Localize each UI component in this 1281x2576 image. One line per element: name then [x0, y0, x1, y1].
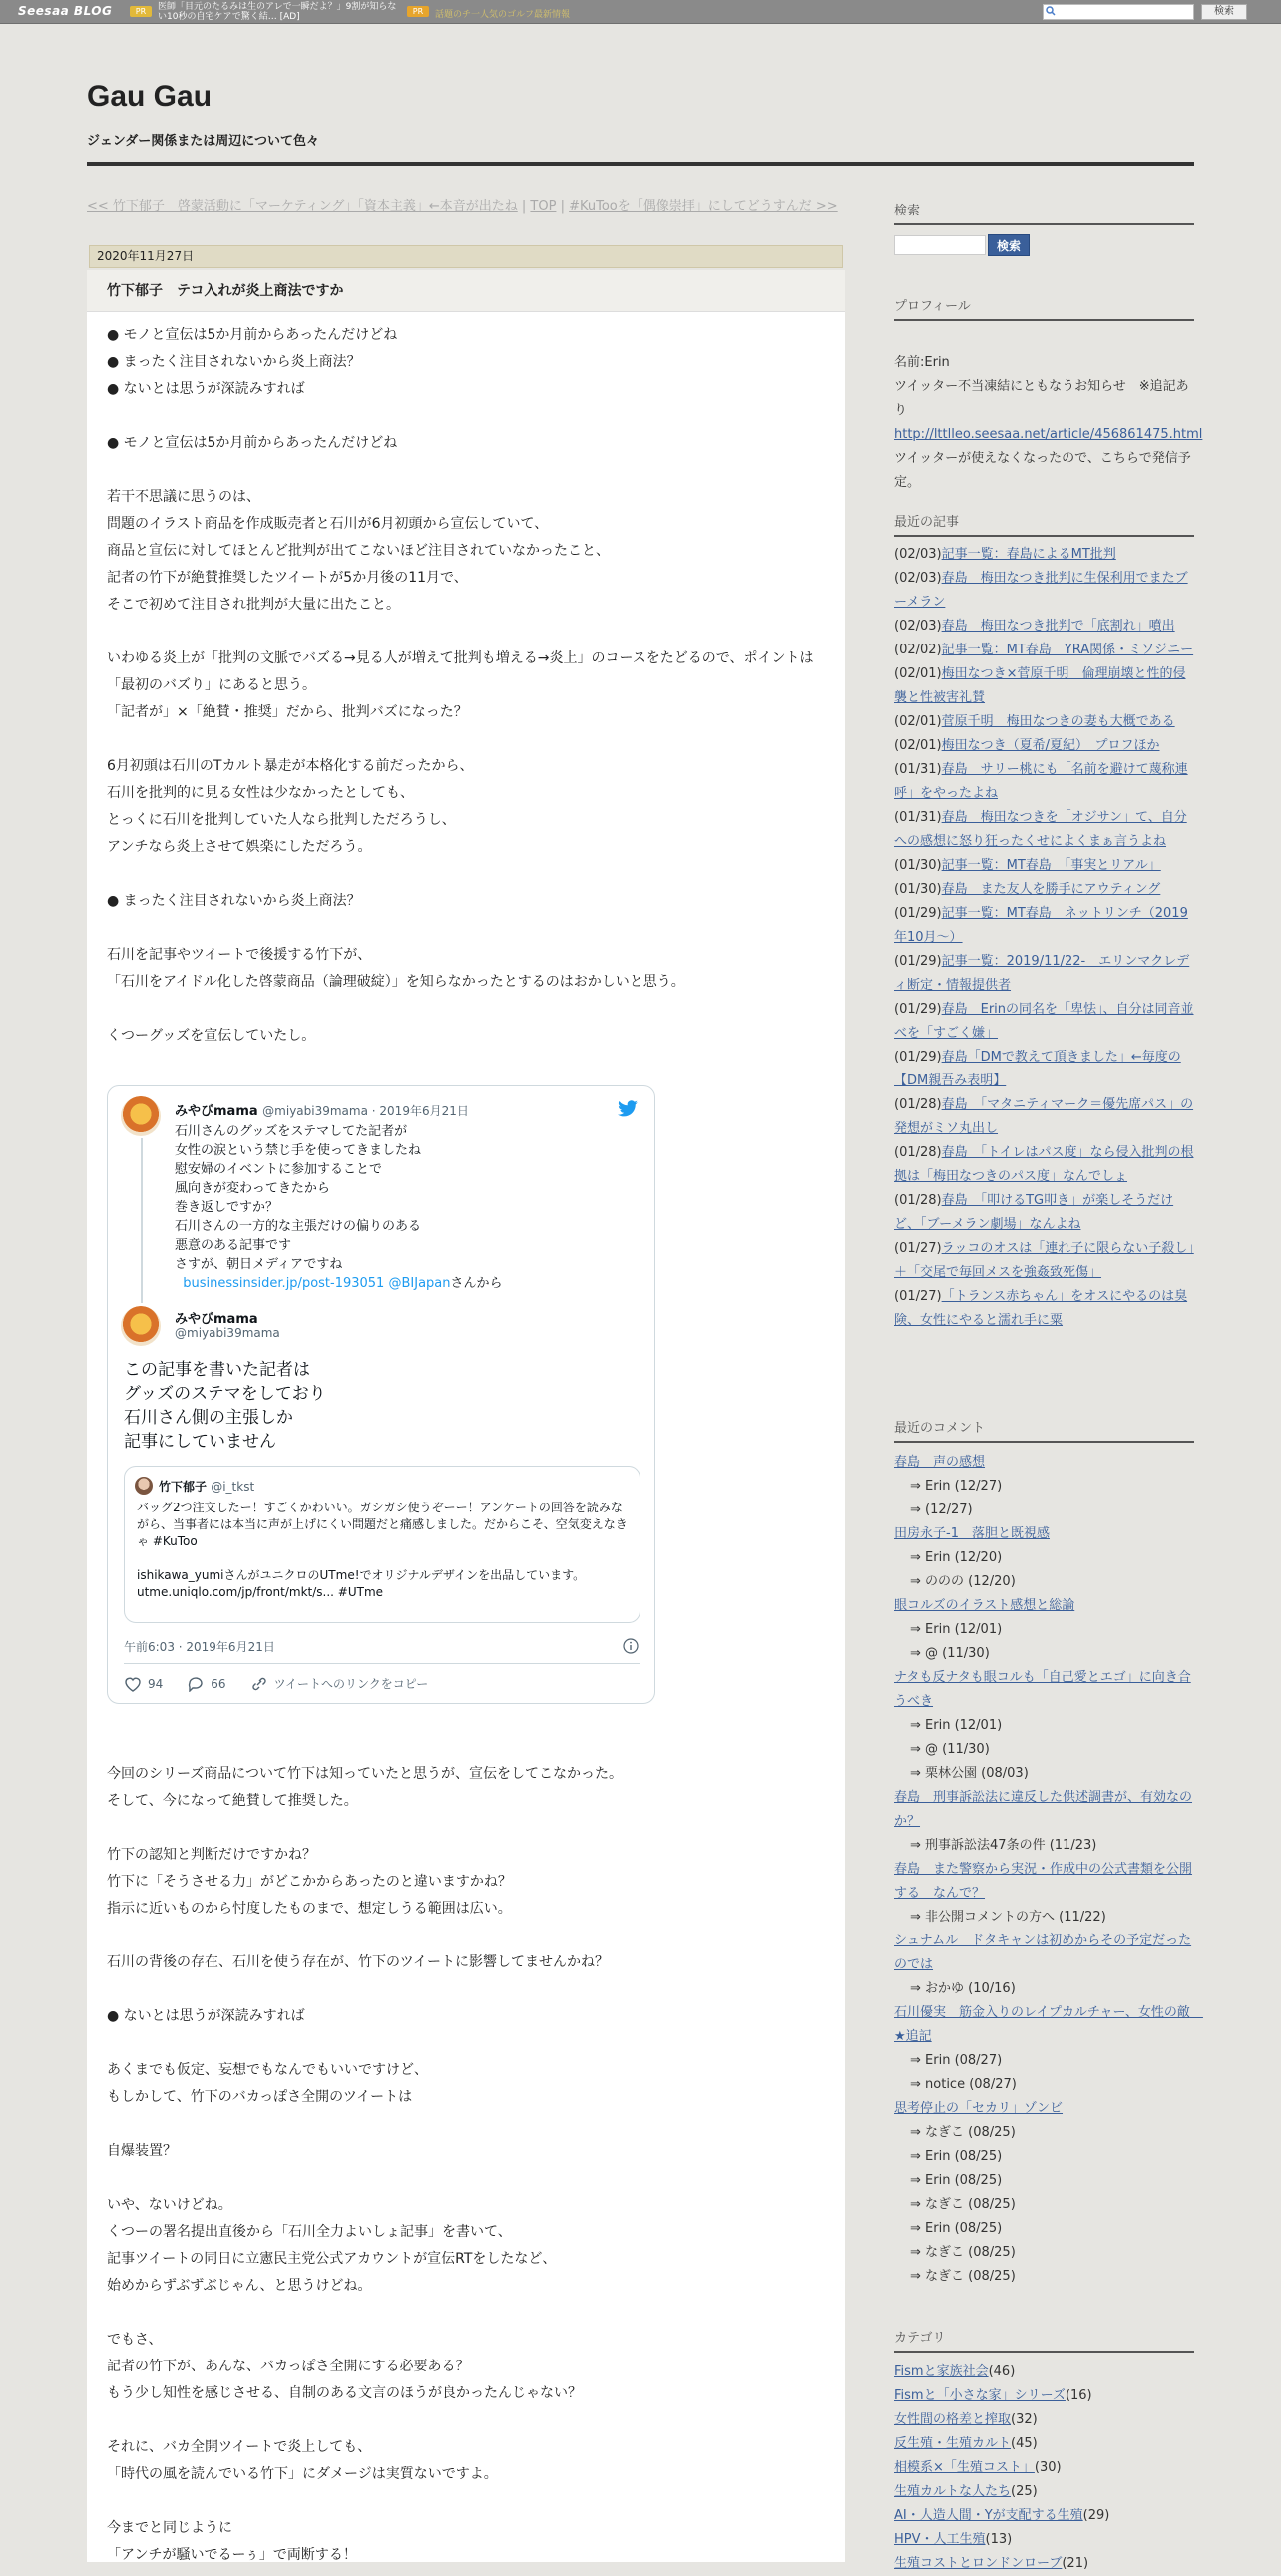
category-link[interactable]: 反生殖・生殖カルト	[894, 2436, 1012, 2451]
comment-article-link[interactable]: 石川優実 筋金入りのレイプカルチャー、女性の敵 ★追記	[894, 2005, 1203, 2044]
mention-link[interactable]: @BIJapan	[388, 1276, 451, 1291]
recent-post-link[interactable]: ラッコのオスは「連れ子に限らない子殺し」＋「交尾で毎回メスを強姦致死傷」	[894, 1241, 1194, 1280]
tweet-author[interactable]	[175, 1100, 469, 1119]
comment-entry[interactable]: ⇒ ののの (12/20)	[910, 1574, 1016, 1589]
header-divider	[87, 162, 1194, 166]
recent-post-date: (02/03)	[894, 619, 942, 634]
post-line: くつーの署名提出直後から「石川全力よいしょ記事」を書いて、	[107, 2224, 512, 2240]
post-line	[107, 1923, 825, 1949]
category-item	[894, 2480, 1194, 2504]
recent-post-date: (01/29)	[894, 1050, 942, 1065]
post-line: そこで初めて注目され批判が大量に出たこと。	[107, 597, 400, 613]
reply-button[interactable]	[187, 1676, 225, 1692]
post-line	[107, 403, 825, 430]
reply-icon	[187, 1676, 205, 1692]
recent-comments-heading: 最近のコメント	[894, 1417, 1194, 1443]
post-line: 石川を批判的に見る女性は少なかったとしても、	[107, 785, 414, 801]
recent-post-item	[894, 1046, 1194, 1093]
post-line: とっくに石川を批判していた人なら批判しただろうし、	[107, 812, 456, 828]
comment-article	[894, 1666, 1194, 1714]
category-count: (46)	[988, 2364, 1016, 2379]
post-line: くつーグッズを宣伝していたし。	[107, 1028, 316, 1044]
author-name[interactable]: みやびmama	[175, 1104, 258, 1119]
recent-post-link[interactable]: 春島 また友人を勝手にアウティング	[941, 882, 1161, 897]
category-item	[894, 2361, 1194, 2384]
comment-article-link[interactable]: ナタも反ナタも眼コルも「自己愛とエゴ」に向き合うべき	[894, 1670, 1191, 1709]
tweet-actions	[124, 1675, 452, 1692]
profile-notice: ツイッター不当凍結にともなうお知らせ ※追記あり	[894, 379, 1189, 418]
post-body	[87, 312, 845, 2562]
recent-post-date: (01/28)	[894, 1097, 942, 1112]
post-line	[107, 1976, 825, 2003]
recent-post-date: (01/27)	[894, 1241, 942, 1256]
post-line: 6月初頭は石川のTカルト暴走が本格化する前だったから、	[107, 758, 474, 774]
comment-article	[894, 1522, 1194, 1546]
recent-post-item	[894, 902, 1194, 950]
post-date: 2020年11月27日	[89, 245, 843, 268]
recent-post-date: (01/31)	[894, 762, 942, 777]
tweet-time[interactable]: 午前6:03 · 2019年6月21日	[124, 1640, 275, 1654]
recent-post-date: (02/03)	[894, 571, 942, 586]
post-text-continued	[107, 1761, 825, 2569]
category-link[interactable]: Fismと「小さな家」シリーズ	[894, 2388, 1066, 2403]
recent-post-item	[894, 854, 1194, 878]
post-line	[107, 996, 825, 1023]
post-line: ● まったく注目されないから炎上商法？	[107, 354, 361, 370]
post-line: ● ないとは思うが深読みすれば	[107, 2008, 305, 2024]
comment-entry[interactable]: ⇒ Erin (08/25)	[910, 2221, 1003, 2236]
post-line: もしかして、竹下のバカっぽさ全開のツイートは	[107, 2089, 413, 2105]
profile-note: ツイッターが使えなくなったので、こちらで発信予定。	[894, 451, 1191, 490]
recent-comments-list	[894, 1451, 1203, 2289]
nav-separator: |	[556, 199, 570, 214]
reply-line: 女性の涙という禁じ手を使ってきましたね	[175, 1143, 422, 1158]
recent-post-date: (01/30)	[894, 858, 942, 873]
site-title[interactable]: Gau Gau	[87, 80, 213, 113]
user-avatar[interactable]	[121, 1096, 161, 1136]
post-line: 「記者が」×「絶賛・推奨」だから、批判バズになった？	[107, 704, 468, 720]
like-count: 94	[148, 1676, 164, 1691]
recent-post-date: (01/28)	[894, 1193, 942, 1208]
post-line	[107, 861, 825, 888]
recent-post-link[interactable]: 春島 「マタニティマーク＝優先席パス」の発想がミソ丸出し	[894, 1097, 1194, 1136]
author-name[interactable]: みやびmama	[175, 1312, 258, 1327]
post-line: 竹下の認知と判断だけですかね？	[107, 1847, 316, 1863]
recent-post-link[interactable]: 梅田なつき（夏希/夏紀） プロフほか	[941, 738, 1160, 753]
comment-entry[interactable]: ⇒ なぎこ (08/25)	[910, 2125, 1016, 2140]
recent-post-link[interactable]: 春島「DMで教えて頂きました」←毎度の【DM親吾み表明】	[894, 1050, 1181, 1088]
comment-entry[interactable]: ⇒ @ (11/30)	[910, 1646, 990, 1661]
comment-entry[interactable]: ⇒ なぎこ (08/25)	[910, 2269, 1016, 2284]
recent-post-item	[894, 567, 1194, 615]
post-line	[107, 619, 825, 645]
comment-entry[interactable]: ⇒ notice (08/27)	[910, 2077, 1017, 2092]
comment-article	[894, 2001, 1203, 2049]
recent-post-link[interactable]: 春島 梅田なつき批判で「底割れ」噴出	[941, 619, 1175, 634]
post-line: 始めからずぶずぶじゃん、と思うけどね。	[107, 2278, 372, 2294]
category-link[interactable]: 相模系×「生殖コスト」	[894, 2460, 1035, 2475]
prev-post-link[interactable]: << 竹下郁子 啓蒙活動に「マーケティング」「資本主義」←本音が出たね	[87, 199, 518, 214]
post-line: アンチなら炎上させて娯楽にしただろう。	[107, 839, 372, 855]
category-link[interactable]: HPV・人工生殖	[894, 2532, 986, 2547]
reply-tweet-text	[175, 1122, 503, 1293]
comment-entry[interactable]: ⇒ 栗林公園 (08/03)	[910, 1766, 1029, 1781]
reply-suffix: さんから	[450, 1276, 503, 1291]
post-line	[107, 2488, 825, 2515]
post-line: 「時代の風を読んでいる竹下」にダメージは実質ないですよ。	[107, 2466, 498, 2482]
main-line: 石川さん側の主張しか	[124, 1408, 293, 1428]
post-line: 石川の背後の存在、石川を使う存在が、竹下のツイートに影響してませんかね？	[107, 1954, 610, 1970]
category-count: (32)	[1011, 2412, 1038, 2427]
post-line: もう少し知性を感じさせる、自制のある文言のほうが良かったんじゃない？	[107, 2385, 582, 2401]
quote-body: バッグ2つ注文したー！すごくかわいい。ガシガシ使うぞーー！アンケートの回答を読みながら、当事者には本当に声が上げにくい問題だと痛感しました。だからこそ、空気変えなきゃ #KuToo	[137, 1501, 628, 1548]
category-item	[894, 2456, 1194, 2480]
ad-badge: PR	[407, 6, 429, 17]
seesaa-topbar	[0, 0, 1281, 24]
recent-post-link[interactable]: 春島 「叩けるTG叩き」が楽しそうだけど、「ブーメラン劇場」なんよね	[894, 1193, 1174, 1232]
quote-body-2: ishikawa_yumiさんがユニクロのUTme!でオリジナルデザインを出品しています。 utme.uniqlo.com/jp/front/mkt/s... #UTme	[137, 1568, 586, 1599]
comment-entry[interactable]: ⇒ Erin (08/25)	[910, 2149, 1003, 2164]
category-link[interactable]: AI・人造人間・Yが支配する生殖	[894, 2508, 1083, 2523]
category-count: (13)	[985, 2532, 1013, 2547]
quote-author-handle[interactable]: @i_tkst	[211, 1480, 255, 1494]
recent-post-link[interactable]: 春島 Erinの同名を「卑怯」、自分は同音並べを「すごく嫌」	[894, 1002, 1194, 1041]
recent-post-item	[894, 806, 1194, 854]
category-item	[894, 2408, 1194, 2432]
profile-name: 名前:Erin	[894, 355, 950, 370]
recent-post-link[interactable]: 「トランス赤ちゃん」をオスにやるのは臭険、女性にやると濡れ手に粟	[894, 1289, 1188, 1328]
comment-entry[interactable]: ⇒ 非公開コメントの方へ (11/22)	[910, 1910, 1106, 1925]
tweet-divider	[124, 1663, 640, 1664]
category-item	[894, 2432, 1194, 2456]
comment-article	[894, 2097, 1194, 2121]
post-line: でもさ、	[107, 2332, 163, 2348]
article-link[interactable]: businessinsider.jp/post-193051	[183, 1276, 385, 1291]
recent-post-item	[894, 950, 1194, 998]
ad-link[interactable]: 話題のチ一人気のゴルフ最新情報	[435, 10, 571, 20]
main-line: 記事にしていません	[124, 1432, 276, 1452]
category-link[interactable]: Fismと家族社会	[894, 2364, 989, 2379]
recent-post-item	[894, 1093, 1194, 1141]
post-line: 石川を記事やツイートで後援する竹下が、	[107, 947, 372, 963]
comment-article-link[interactable]: 眼コルズのイラスト感想と総論	[894, 1598, 1075, 1613]
comment-entry[interactable]: ⇒ @ (11/30)	[910, 1742, 990, 1757]
comment-article-link[interactable]: 思考停止の「セカリ」ゾンビ	[894, 2101, 1064, 2116]
post-title[interactable]: 竹下郁子 テコ入れが炎上商法ですか	[87, 270, 845, 312]
category-item	[894, 2528, 1194, 2552]
post-line: 今までと同じように	[107, 2520, 232, 2536]
comment-article	[894, 1858, 1194, 1906]
comment-entry[interactable]: ⇒ 刑事訴訟法47条の件 (11/23)	[910, 1838, 1097, 1853]
comment-article-link[interactable]: 春島 声の感想	[894, 1455, 986, 1470]
author-handle[interactable]: @miyabi39mama	[262, 1104, 368, 1118]
quote-author[interactable]	[159, 1478, 254, 1495]
comment-article-link[interactable]: シュナムル ドタキャンは初めからその予定だったのでは	[894, 1933, 1192, 1972]
recent-post-date: (02/01)	[894, 738, 942, 753]
reply-line: 巻き返しですか？	[175, 1200, 279, 1215]
category-link[interactable]: 生殖コストとロンドンローブ	[894, 2556, 1063, 2571]
like-button[interactable]	[124, 1676, 163, 1692]
seesaa-logo[interactable]: Seesaa BLOG	[18, 4, 113, 18]
recent-post-date: (01/29)	[894, 954, 942, 969]
comment-entry[interactable]: ⇒ Erin (12/20)	[910, 1550, 1003, 1565]
comment-entry[interactable]: ⇒ (12/27)	[910, 1503, 973, 1517]
comment-entry[interactable]: ⇒ なぎこ (08/25)	[910, 2245, 1016, 2260]
post-line	[107, 2111, 825, 2138]
post-line: 記者の竹下が、あんな、バカっぽさ全開にする必要ある？	[107, 2359, 470, 2374]
category-count: (21)	[1062, 2556, 1089, 2571]
quote-avatar[interactable]	[135, 1477, 153, 1495]
comment-article	[894, 1451, 1194, 1475]
post-line: 指示に近いものから忖度したものまで、想定しうる範囲は広い。	[107, 1901, 512, 1917]
comment-article	[894, 1594, 1194, 1618]
search-heading: 検索	[894, 200, 1194, 225]
category-item	[894, 2504, 1194, 2528]
category-count: (29)	[1082, 2508, 1110, 2523]
post-line	[107, 915, 825, 942]
comment-entry[interactable]: ⇒ おかゆ (10/16)	[910, 1981, 1016, 1996]
recent-post-item	[894, 543, 1194, 567]
recent-post-link[interactable]: 梅田なつき×菅原千明 倫理崩壊と性的侵襲と性被害礼賛	[894, 666, 1186, 705]
nav-separator: |	[517, 199, 531, 214]
post-line: 記事ツイートの同日に立憲民主党公式アカウントが宣伝RTをしたなど、	[107, 2251, 557, 2267]
post-line: ● モノと宣伝は5か月前からあったんだけどね	[107, 435, 398, 451]
tweet-date[interactable]: · 2019年6月21日	[367, 1104, 469, 1118]
quote-text	[137, 1500, 632, 1601]
post-line: 問題のイラスト商品を作成販売者と石川が6月初頭から宣伝していて、	[107, 516, 549, 532]
post-line	[107, 2165, 825, 2192]
site-description: ジェンダー関係または周辺について色々	[87, 134, 319, 149]
reply-line: 風向きが変わってきたから	[175, 1181, 330, 1196]
recent-post-date: (01/31)	[894, 810, 942, 825]
recent-post-date: (02/03)	[894, 547, 942, 562]
comment-entry[interactable]: ⇒ Erin (12/27)	[910, 1479, 1003, 1494]
post-line: いわゆる炎上が「批判の文脈でバズる→見る人が増えて批判も増える→炎上」のコースをたどるので、ポイントは「最初のバズり」にあると思う。	[107, 650, 814, 693]
sidebar-search-button[interactable]: 検索	[988, 234, 1030, 256]
recent-post-link[interactable]: 春島 梅田なつき批判に生保利用でまたブーメラン	[894, 571, 1188, 610]
post-line: 自爆装置？	[107, 2143, 177, 2159]
ad-link[interactable]: 医師「目元のたるみは生のアレで一瞬だよ？」9割が知らない10秒の自宅ケアで驚く結… [AD]	[158, 2, 397, 22]
ad-badge: PR	[130, 6, 152, 17]
post-line	[107, 457, 825, 484]
post-line: 記者の竹下が絶賛推奨したツイートが5か月後の11月で、	[107, 570, 468, 586]
recent-post-date: (02/01)	[894, 666, 942, 681]
top-link[interactable]: TOP	[530, 199, 557, 214]
recent-post-item	[894, 1237, 1194, 1285]
post-line	[107, 726, 825, 753]
embedded-tweet[interactable]	[107, 1085, 655, 1704]
reply-line: 悪意のある記事です	[175, 1238, 292, 1253]
profile-section	[894, 351, 1203, 495]
recent-post-date: (01/28)	[894, 1145, 942, 1160]
comment-entry[interactable]: ⇒ Erin (12/01)	[910, 1718, 1003, 1733]
comment-entry[interactable]: ⇒ Erin (12/01)	[910, 1622, 1003, 1637]
post-line: 若干不思議に思うのは、	[107, 489, 260, 505]
sidebar-search-input[interactable]	[894, 235, 986, 255]
recent-post-item	[894, 734, 1194, 758]
category-count: (25)	[1011, 2484, 1038, 2499]
recent-post-link[interactable]: 記事一覧：2019/11/22- エリンマクレディ断定・情報提供者	[894, 954, 1190, 993]
category-count: (30)	[1034, 2460, 1062, 2475]
reply-line: さすが、朝日メディアですね	[175, 1257, 343, 1272]
recent-post-link[interactable]: 春島 サリー桃にも「名前を避けて蔑称連呼」をやったよね	[894, 762, 1188, 801]
post-line: 商品と宣伝に対してほとんど批判が出てこないほど注目されていなかったこと、	[107, 543, 610, 559]
search-icon	[1046, 6, 1056, 16]
recent-post-link[interactable]: 記事一覧：MT春島 YRA関係・ミソジニー	[941, 643, 1194, 657]
post-navigation	[87, 197, 845, 215]
recent-post-item	[894, 998, 1194, 1046]
main-tweet-text	[124, 1358, 326, 1454]
comment-article-link[interactable]: 田房永子-1 落胆と既視感	[894, 1526, 1050, 1541]
comment-article-link[interactable]: 春島 また警察から実況・作成中の公式書類を公開する なんで？	[894, 1862, 1193, 1901]
comment-entry[interactable]: ⇒ Erin (08/25)	[910, 2173, 1003, 2188]
recent-post-link[interactable]: 記事一覧：MT春島 「事実とリアル」	[941, 858, 1161, 873]
recent-post-date: (01/30)	[894, 882, 942, 897]
recent-post-link[interactable]: 春島 梅田なつきを「オジサン」て、自分への感想に怒り狂ったくせによくまぁ言うよね	[894, 810, 1187, 849]
comment-article	[894, 1930, 1194, 1977]
next-post-link[interactable]: #KuTooを「偶像崇拝」にしてどうすんだ >>	[569, 199, 838, 214]
category-link[interactable]: 生殖カルトな人たち	[894, 2484, 1012, 2499]
recent-post-date: (01/29)	[894, 1002, 942, 1017]
main-line: この記事を書いた記者は	[124, 1360, 310, 1380]
recent-post-item	[894, 1189, 1194, 1237]
topbar-search-button[interactable]: 検索	[1201, 4, 1247, 20]
post-line: いや、ないけどね。	[107, 2197, 232, 2213]
profile-link[interactable]: http://lttlleo.seesaa.net/article/456861475.html	[894, 427, 1203, 442]
recent-post-item	[894, 1141, 1194, 1189]
comment-entry[interactable]: ⇒ なぎこ (08/25)	[910, 2197, 1016, 2212]
heart-icon	[124, 1676, 142, 1692]
recent-post-item	[894, 615, 1194, 639]
post-line: そして、今になって絶賛して推奨した。	[107, 1793, 358, 1809]
post-line	[107, 1815, 825, 1842]
copy-link-label: ツイートへのリンクをコピー	[273, 1677, 429, 1691]
category-item	[894, 2552, 1194, 2576]
recent-post-item	[894, 662, 1194, 710]
quoted-tweet[interactable]	[124, 1466, 640, 1623]
post-text	[107, 322, 825, 1050]
comment-entry[interactable]: ⇒ Erin (08/27)	[910, 2053, 1003, 2068]
category-link[interactable]: 女性間の格差と搾取	[894, 2412, 1012, 2427]
post-line: それに、バカ全開ツイートで炎上しても、	[107, 2439, 372, 2455]
recent-post-item	[894, 878, 1194, 902]
recent-post-item	[894, 758, 1194, 806]
topbar-search-input[interactable]	[1043, 4, 1194, 20]
main-line: グッズのステマをしており	[124, 1384, 326, 1404]
quote-author-name[interactable]: 竹下郁子	[159, 1480, 208, 1494]
post-line: 竹下に「そうさせる力」がどこかからあったのと違いますかね？	[107, 1874, 512, 1890]
recent-post-item	[894, 1285, 1194, 1333]
post-line: ● モノと宣伝は5か月前からあったんだけどね	[107, 327, 398, 343]
reply-line: 慰安婦のイベントに参加することで	[175, 1162, 383, 1177]
recent-post-date: (01/27)	[894, 1289, 942, 1304]
link-icon	[250, 1676, 268, 1692]
recent-post-link[interactable]: 菅原千明 梅田なつきの妻も大概である	[941, 714, 1175, 729]
twitter-bird-icon[interactable]	[617, 1100, 639, 1118]
post-line: ● ないとは思うが深読みすれば	[107, 381, 305, 397]
comment-article	[894, 1786, 1194, 1834]
categories-heading: カテゴリ	[894, 2327, 1194, 2353]
recent-post-date: (01/29)	[894, 906, 942, 921]
recent-posts-list	[894, 543, 1194, 1333]
reply-line: 石川さんの一方的な主張だけの偏りのある	[175, 1219, 422, 1234]
author-handle[interactable]: @miyabi39mama	[175, 1326, 280, 1340]
recent-post-link[interactable]: 記事一覧：MT春島 ネットリンチ（2019年10月～）	[894, 906, 1188, 945]
post-line	[107, 2030, 825, 2057]
recent-post-link[interactable]: 春島 「トイレはパス度」なら侵入批判の根拠は「梅田なつきのパス度」なんでしょ	[894, 1145, 1194, 1184]
user-avatar[interactable]	[121, 1306, 161, 1346]
profile-heading: プロフィール	[894, 295, 1194, 321]
categories-list	[894, 2361, 1194, 2576]
post-line: 「アンチが騒いでるーぅ」で両断する！	[107, 2547, 357, 2563]
post-line: 「石川をアイドル化した啓蒙商品（論理破綻）」を知らなかったとするのはおかしいと思う。	[107, 974, 685, 990]
thread-line	[141, 1138, 143, 1303]
post-line: あくまでも仮定、妄想でもなんでもいいですけど、	[107, 2062, 428, 2078]
post-line	[107, 2407, 825, 2434]
post-line: ● まったく注目されないから炎上商法？	[107, 893, 361, 909]
category-count: (45)	[1011, 2436, 1038, 2451]
recent-post-item	[894, 639, 1194, 662]
post-line	[107, 2300, 825, 2327]
reply-line: 石川さんのグッズをステマしてた記者が	[175, 1124, 408, 1139]
recent-post-date: (02/01)	[894, 714, 942, 729]
recent-posts-heading: 最近の記事	[894, 511, 1194, 537]
recent-post-date: (02/02)	[894, 643, 942, 657]
recent-post-item	[894, 710, 1194, 734]
reply-count: 66	[211, 1676, 226, 1691]
category-count: (16)	[1065, 2388, 1092, 2403]
post-line: 今回のシリーズ商品について竹下は知っていたと思うが、宣伝をしてこなかった。	[107, 1766, 624, 1782]
copy-link-button[interactable]	[250, 1675, 429, 1692]
recent-post-link[interactable]: 記事一覧：春島によるMT批判	[941, 547, 1116, 562]
category-item	[894, 2384, 1194, 2408]
info-icon[interactable]	[623, 1638, 639, 1654]
comment-article-link[interactable]: 春島 刑事訴訟法に違反した供述調書が、有効なのか？	[894, 1790, 1193, 1829]
